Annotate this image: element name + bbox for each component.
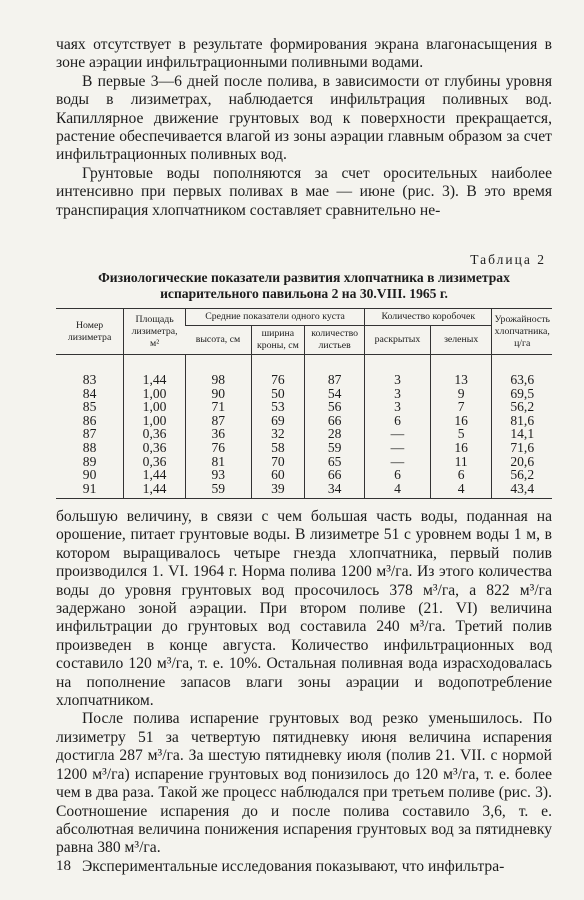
cell-yield: 20,6	[492, 455, 552, 469]
cell-area: 0,36	[124, 427, 186, 441]
cell-open: 4	[365, 482, 431, 499]
cell-area: 1,00	[124, 387, 186, 401]
page-number: 18	[56, 858, 71, 874]
cell-green: 7	[430, 400, 492, 414]
cell-area: 1,44	[124, 482, 186, 499]
header-crown-width: ширина кроны, см	[251, 326, 305, 355]
table-row	[56, 455, 552, 469]
cell-open: 6	[365, 414, 431, 428]
cell-number: 91	[56, 482, 124, 499]
cell-area: 1,00	[124, 414, 186, 428]
cell-area: 0,36	[124, 455, 186, 469]
cell-width: 50	[251, 387, 305, 401]
header-yield: Урожайность хлопчатника, ц/га	[492, 309, 552, 355]
cell-green: 9	[430, 387, 492, 401]
cell-yield: 14,1	[492, 427, 552, 441]
cell-height: 98	[185, 355, 251, 387]
cell-yield: 81,6	[492, 414, 552, 428]
cell-green: 4	[430, 482, 492, 499]
cell-width: 32	[251, 427, 305, 441]
cell-leaves: 66	[305, 468, 365, 482]
cell-yield: 71,6	[492, 441, 552, 455]
header-green-bolls: зеленых	[430, 326, 492, 355]
cell-yield: 63,6	[492, 355, 552, 387]
cell-leaves: 34	[305, 482, 365, 499]
cell-number: 90	[82, 467, 97, 483]
cell-height: 90	[185, 387, 251, 401]
table-row	[56, 441, 552, 455]
cell-area: 0,36	[124, 441, 186, 455]
cell-green: 6	[430, 468, 492, 482]
table-row	[56, 414, 552, 428]
cell-number: 89	[82, 453, 97, 469]
header-average-group: Средние показатели одного куста	[185, 309, 364, 326]
paragraph: Грунтовые воды пополняются за счет оросительных наиболее интенсивно при первых поливах в мае — июне (рис. 3). В это время транспирация хлопчатником составляет сравнительно не-	[56, 164, 552, 219]
table-label: Таблица 2	[470, 252, 546, 267]
table-row	[56, 482, 552, 499]
header-area: Площадь лизиметра, м²	[124, 309, 186, 355]
cell-width: 70	[251, 455, 305, 469]
cell-green: 11	[430, 455, 492, 469]
cell-leaves: 66	[305, 414, 365, 428]
cell-leaves: 65	[305, 455, 365, 469]
cell-yield: 43,4	[492, 482, 552, 499]
cell-number: 85	[82, 399, 97, 415]
cell-leaves: 54	[305, 387, 365, 401]
cell-width: 60	[251, 468, 305, 482]
cell-leaves: 59	[305, 441, 365, 455]
cell-height: 36	[185, 427, 251, 441]
cell-open: 3	[365, 355, 431, 387]
cell-leaves: 28	[305, 427, 365, 441]
table-title: Физиологические показатели развития хлопчатника в лизиметрах испарительного павильона 2 на 30.VIII. 1965 г.	[98, 270, 510, 301]
paragraph: После полива испарение грунтовых вод резко уменьшилось. По лизиметру 51 за четвертую пятидневку июня величина испарения достигла 287 м³/га. За шестую пятидневку июля (полив 21. VII. с нормой 1200 м³/га) испарение грунтовых вод понизилось до 120 м³/га, т. е. более чем в два раза. Такой же процесс наблюдался при третьем поливе (рис. 3). Соотношение испарения до и после полива составило 3,6, т. е. абсолютная величина понижения испарения грунтовых вод за пятидневку равна 380 м³/га.	[56, 710, 552, 857]
table-row	[56, 468, 552, 482]
cell-height: 59	[185, 482, 251, 499]
table-row	[56, 387, 552, 401]
cell-yield: 69,5	[492, 387, 552, 401]
table-row	[56, 400, 552, 414]
cell-open: —	[365, 441, 431, 455]
cell-area: 1,44	[124, 468, 186, 482]
paragraph: чаях отсутствует в результате формирования экрана влагонасыщения в зоне аэрации инфильтрационными поливными водами.	[56, 36, 552, 72]
top-text-block	[56, 36, 552, 220]
cell-yield: 56,2	[492, 400, 552, 414]
header-leaves: количество листьев	[305, 326, 365, 355]
cell-green: 16	[430, 441, 492, 455]
table-row	[56, 427, 552, 441]
header-lysimeter-number: Номер лизиметра	[56, 309, 124, 355]
cell-number: 84	[82, 385, 97, 401]
paragraph: Экспериментальные исследования показывают, что инфильтра-	[82, 857, 505, 875]
cell-width: 53	[251, 400, 305, 414]
cell-open: 3	[365, 387, 431, 401]
cell-leaves: 87	[305, 355, 365, 387]
cell-height: 76	[185, 441, 251, 455]
cell-number: 86	[82, 412, 97, 428]
header-height: высота, см	[185, 326, 251, 355]
paragraph: В первые 3—6 дней после полива, в зависимости от глубины уровня воды в лизиметрах, наблюдается инфильтрация поливных вод. Капиллярное движение грунтовых вод к поверхности прекращается, растение обеспечивается влагой из зоны аэрации главным образом за счет инфильтрационных поливных вод.	[56, 72, 552, 164]
data-table	[56, 308, 552, 499]
cell-green: 5	[430, 427, 492, 441]
cell-green: 16	[430, 414, 492, 428]
cell-height: 81	[185, 455, 251, 469]
cell-open: 3	[365, 400, 431, 414]
cell-number: 87	[82, 426, 97, 442]
cell-number: 88	[82, 439, 97, 455]
cell-leaves: 56	[305, 400, 365, 414]
cell-width: 69	[251, 414, 305, 428]
cell-yield: 56,2	[492, 468, 552, 482]
cell-width: 39	[251, 482, 305, 499]
cell-green: 13	[430, 355, 492, 387]
cell-open: —	[365, 455, 431, 469]
bottom-text-block	[56, 508, 552, 876]
cell-area: 1,00	[124, 400, 186, 414]
header-bolls-group: Количество коробочек	[365, 309, 492, 326]
paragraph: большую величину, в связи с чем большая часть воды, поданная на орошение, питает грунтовые воды. В лизиметре 51 с уровнем воды 1 м, в котором выращивалось четыре гнезда хлопчатника, первый полив производился 1. VI. 1964 г. Норма полива 1200 м³/га. Из этого количества воды до уровня грунтовых вод просочилось 378 м³/га, а 822 м³/га задержано зоной аэрации. При втором поливе (21. VI) величина инфильтрации до грунтовых вод составила 240 м³/га. Третий полив произведен в конце августа. Количество инфильтрационных вод составило 120 м³/га, т. е. 10%. Остальная поливная вода израсходовалась на пополнение запасов влаги зоны аэрации и водопотребление хлопчатником.	[56, 508, 552, 710]
cell-height: 93	[185, 468, 251, 482]
cell-open: 6	[365, 468, 431, 482]
header-open-bolls: раскрытых	[365, 326, 431, 355]
cell-open: —	[365, 427, 431, 441]
cell-height: 87	[185, 414, 251, 428]
cell-width: 58	[251, 441, 305, 455]
cell-area: 1,44	[124, 355, 186, 387]
cell-height: 71	[185, 400, 251, 414]
table-row	[56, 355, 552, 387]
cell-number: 83	[82, 372, 97, 387]
cell-width: 76	[251, 355, 305, 387]
